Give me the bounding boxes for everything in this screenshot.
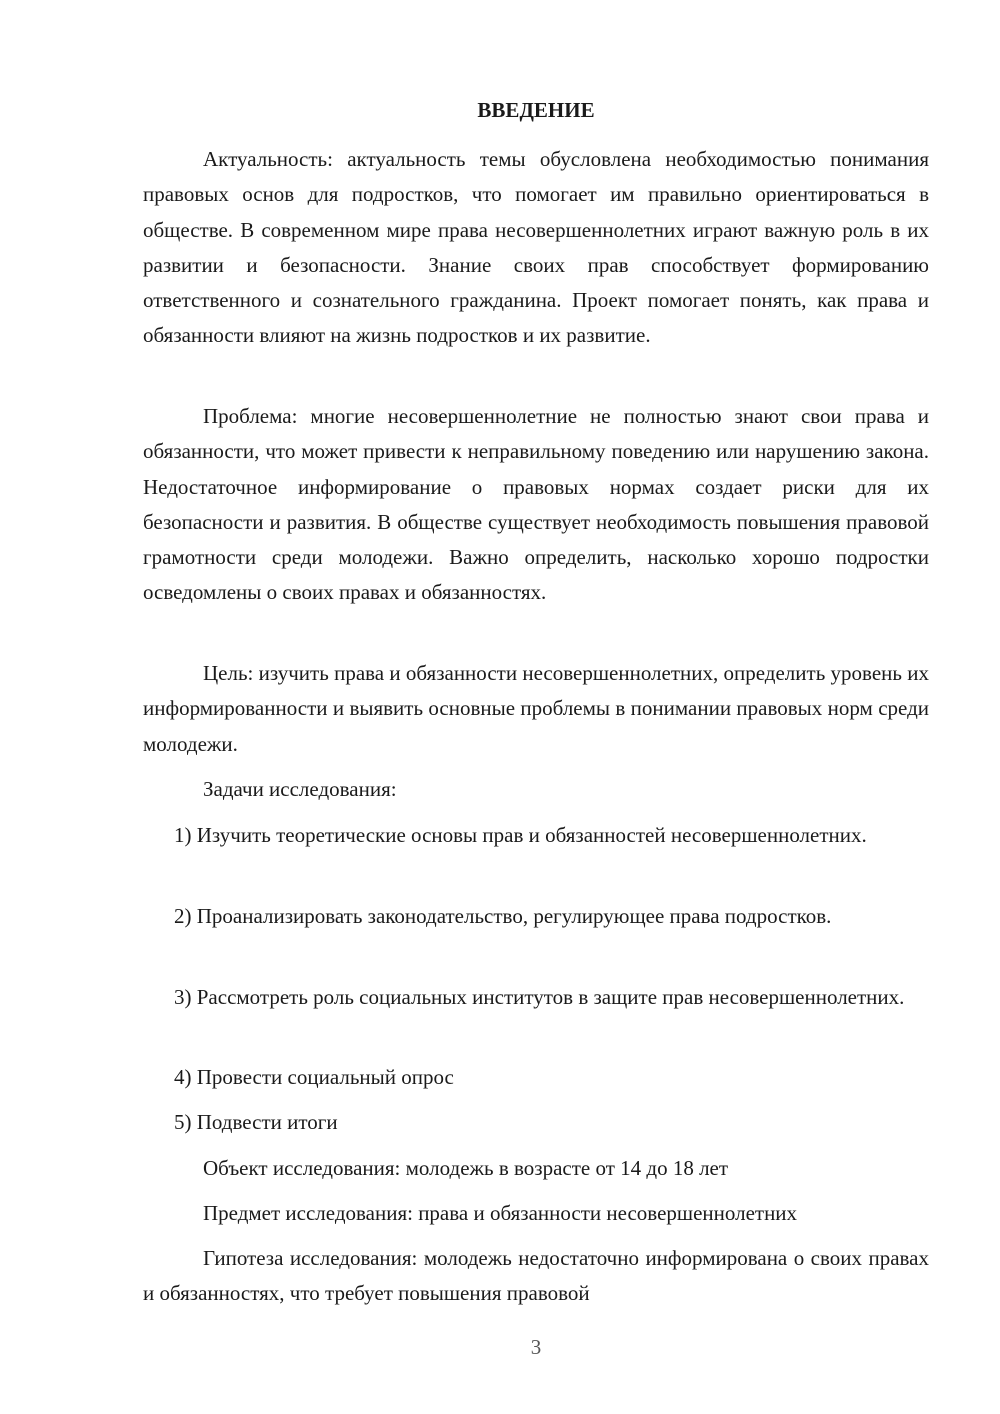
paragraph-tasks-heading: Задачи исследования: [203, 777, 397, 801]
section-heading: ВВЕДЕНИЕ [477, 98, 595, 122]
task-item-5: 5) Подвести итоги [174, 1110, 338, 1134]
paragraph-research-subject: Предмет исследования: права и обязанности несовершеннолетних [203, 1201, 798, 1225]
paragraph-research-object: Объект исследования: молодежь в возрасте от 14 до 18 лет [203, 1156, 729, 1180]
task-item-2: 2) Проанализировать законодательство, регулирующее права подростков. [174, 904, 832, 928]
task-item-4: 4) Провести социальный опрос [174, 1065, 454, 1089]
page-number: 3 [530, 1335, 542, 1359]
paragraph-relevance: Актуальность: актуальность темы обусловлена необходимостью понимания правовых основ для подростков, что помогает им правильно ориентироваться в обществе. В современном мире права несовершеннолетних играют важную роль в их развитии и безопасности. Знание своих прав способствует формированию ответственного и сознательного гражданина. Проект помогает понять, как права и обязанности влияют на жизнь подростков и их развитие. [143, 147, 929, 348]
paragraph-goal: Цель: изучить права и обязанности несовершеннолетних, определить уровень их информированности и выявить основные проблемы в понимании правовых норм среди молодежи. [143, 661, 929, 756]
task-item-1: 1) Изучить теоретические основы прав и обязанностей несовершеннолетних. [174, 823, 867, 847]
task-item-3: 3) Рассмотреть роль социальных институтов в защите прав несовершеннолетних. [174, 985, 905, 1009]
paragraph-problem: Проблема: многие несовершеннолетние не полностью знают свои права и обязанности, что может привести к неправильному поведению или нарушению закона. Недостаточное информирование о правовых нормах создает риски для их безопасности и развития. В обществе существует необходимость повышения правовой грамотности среди молодежи. Важно определить, насколько хорошо подростки осведомлены о своих правах и обязанностях. [143, 404, 929, 605]
paragraph-hypothesis: Гипотеза исследования: молодежь недостаточно информирована о своих правах и обязанностях, что требует повышения правовой [143, 1246, 929, 1306]
